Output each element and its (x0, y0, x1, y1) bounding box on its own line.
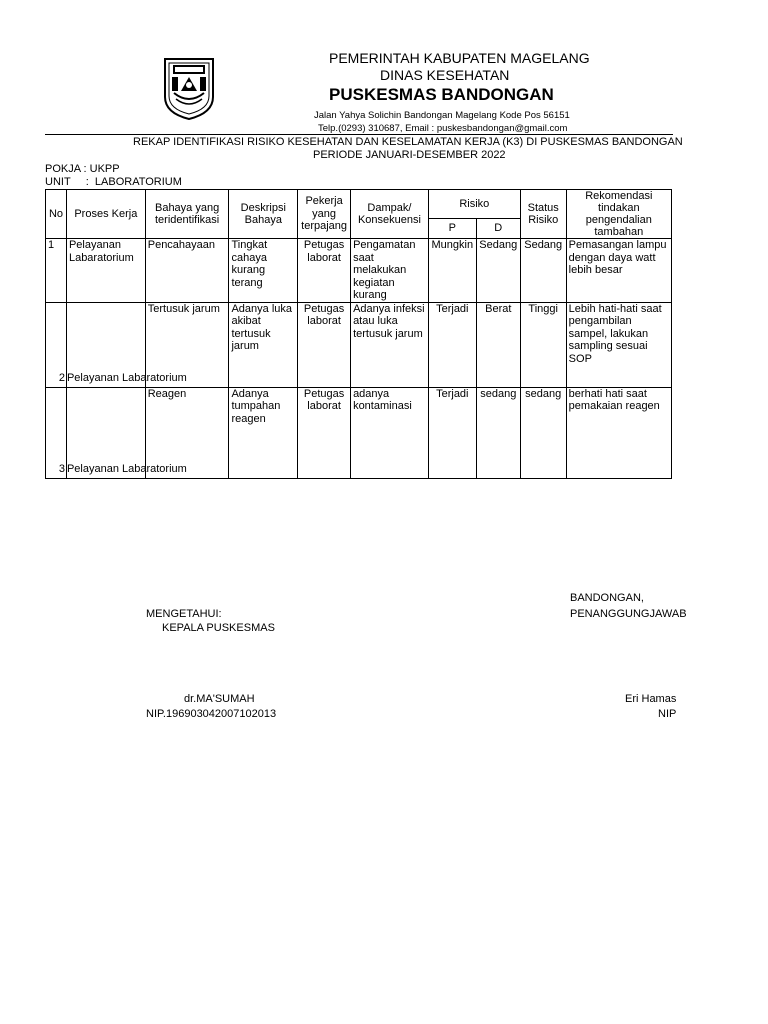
row-no-cell (46, 302, 67, 387)
unit-label: UNIT : LABORATORIUM (45, 176, 182, 188)
row-no-cell (46, 387, 67, 478)
agency-name: DINAS KESEHATAN (380, 67, 510, 83)
header-dampak: Dampak/ Konsekuensi (351, 190, 429, 239)
table-row (46, 387, 672, 478)
row-deskripsi: Adanya tumpahan reagen (229, 387, 298, 478)
header-status: Status Risiko (520, 190, 566, 239)
row-dampak: adanya kontaminasi (351, 387, 429, 478)
contact-info: Telp.(0293) 310687, Email : puskesbandongan@gmail.com (318, 123, 568, 134)
address: Jalan Yahya Solichin Bandongan Magelang Kode Pos 56151 (314, 110, 570, 121)
table-row (46, 302, 672, 387)
header-rekomendasi: Rekomendasi tindakan pengendalian tambahan (566, 190, 671, 239)
row-d: Sedang (476, 239, 520, 303)
row-bahaya: Pencahayaan (145, 239, 229, 303)
header-p: P (428, 219, 476, 239)
header-proses: Proses Kerja (66, 190, 145, 239)
signature-left-label: MENGETAHUI: (146, 608, 222, 620)
signature-left-nip: NIP.196903042007102013 (146, 708, 277, 720)
row-rekomendasi: berhati hati saat pemakaian reagen (566, 387, 671, 478)
row-bahaya: Tertusuk jarum (145, 302, 229, 387)
signature-right-name: Eri Hamas (625, 693, 677, 705)
row-no: 1 (46, 239, 67, 303)
header-d: D (476, 219, 520, 239)
row-no: 2 (58, 372, 65, 384)
row-dampak: Pengamatan saat melakukan kegiatan kurang (351, 239, 429, 303)
row-rekomendasi: Lebih hati-hati saat pengambilan sampel, lakukan sampling sesuai SOP (566, 302, 671, 387)
header-pekerja: Pekerja yang terpajang (298, 190, 351, 239)
row-rekomendasi: Pemasangan lampu dengan daya watt lebih besar (566, 239, 671, 303)
row-pekerja: Petugas laborat (298, 239, 351, 303)
row-status: Sedang (520, 239, 566, 303)
row-deskripsi: Tingkat cahaya kurang terang (229, 239, 298, 303)
row-pekerja: Petugas laborat (298, 387, 351, 478)
row-proses: Pelayanan Labaratorium (66, 372, 187, 384)
header-deskripsi: Deskripsi Bahaya (229, 190, 298, 239)
row-d: sedang (476, 387, 520, 478)
table-header-row (46, 190, 672, 219)
row-pekerja: Petugas laborat (298, 302, 351, 387)
pokja-label: POKJA : UKPP (45, 163, 120, 175)
row-status: Tinggi (520, 302, 566, 387)
table-row (46, 239, 672, 303)
signature-right-nip: NIP (658, 708, 677, 720)
row-p: Mungkin (428, 239, 476, 303)
risk-table (45, 189, 672, 479)
header-divider (45, 134, 673, 135)
institution-name: PUSKESMAS BANDONGAN (329, 85, 554, 104)
government-name: PEMERINTAH KABUPATEN MAGELANG (329, 50, 590, 66)
row-no: 3 (58, 463, 65, 475)
row-d: Berat (476, 302, 520, 387)
header-bahaya: Bahaya yang teridentifikasi (145, 190, 229, 239)
header-risiko: Risiko (428, 190, 520, 219)
row-p: Terjadi (428, 302, 476, 387)
row-deskripsi: Adanya luka akibat tertusuk jarum (229, 302, 298, 387)
signature-left-role: KEPALA PUSKESMAS (162, 622, 275, 634)
row-proses: Pelayanan Labaratorium (66, 239, 145, 303)
header-no: No (46, 190, 67, 239)
signature-left-name: dr.MA'SUMAH (184, 693, 255, 705)
row-dampak: Adanya infeksi atau luka tertusuk jarum (351, 302, 429, 387)
report-title: REKAP IDENTIFIKASI RISIKO KESEHATAN DAN KESELAMATAN KERJA (K3) DI PUSKESMAS BANDONGAN (133, 136, 683, 148)
signature-right-role: PENANGGUNGJAWAB (570, 608, 687, 620)
row-bahaya: Reagen (145, 387, 229, 478)
report-period: PERIODE JANUARI-DESEMBER 2022 (313, 149, 506, 161)
row-status: sedang (520, 387, 566, 478)
signature-right-place: BANDONGAN, (570, 592, 644, 604)
row-p: Terjadi (428, 387, 476, 478)
row-proses: Pelayanan Labaratorium (66, 463, 187, 475)
magelang-regency-emblem-icon (163, 57, 215, 121)
